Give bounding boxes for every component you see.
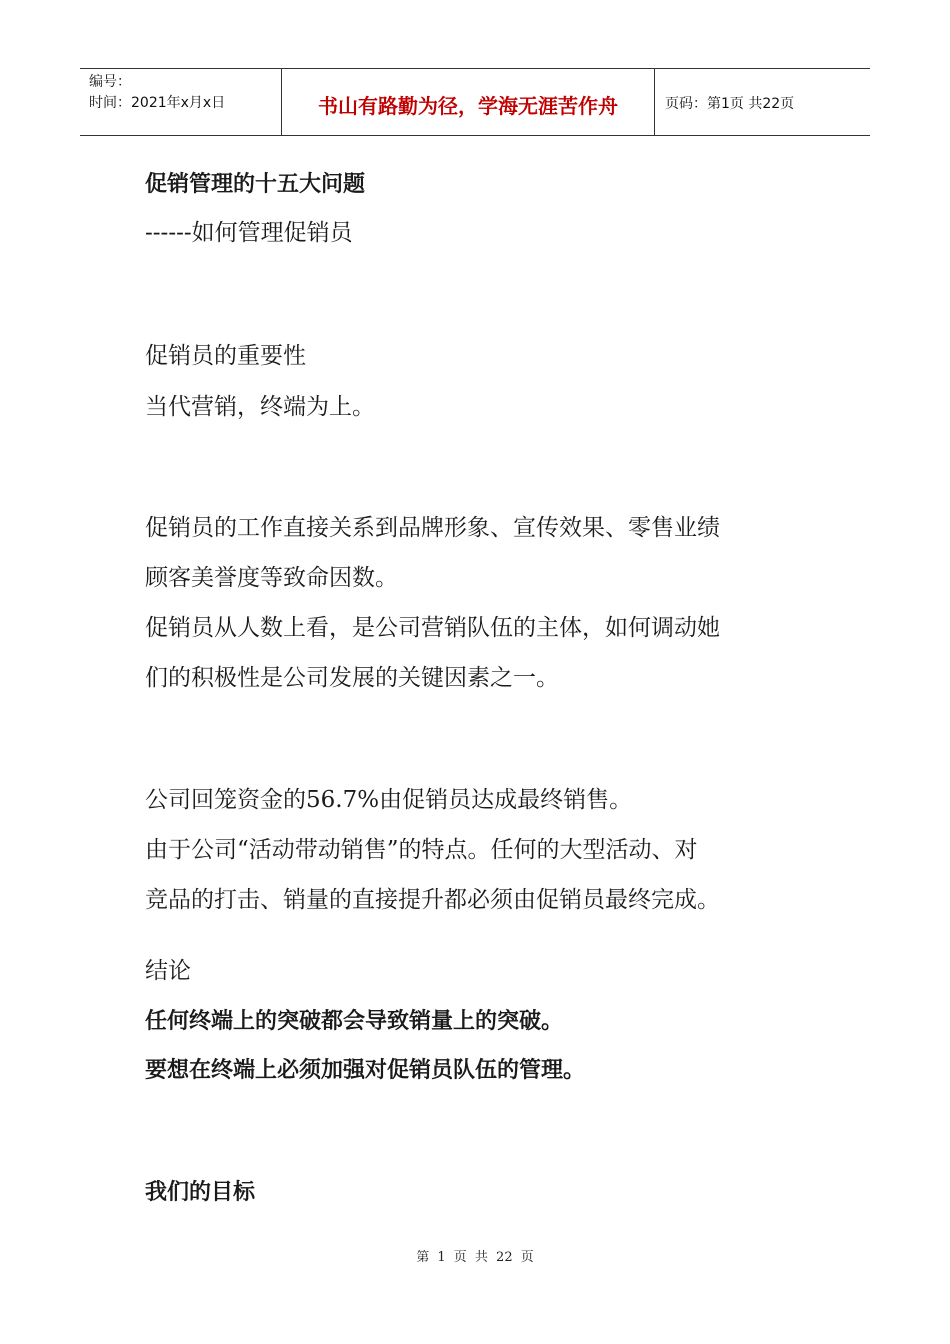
document-time-label: 时间：2021年x月x日 [89,95,226,111]
paragraph-line: 当代营销，终端为上。 [145,394,375,420]
section-heading: 我们的目标 [145,1180,256,1205]
header-page-cell [655,69,870,135]
page-footer: 第 1 页 共 22 页 [416,1250,534,1265]
conclusion-statement-1: 任何终端上的突破都会导致销量上的突破。 [145,1009,564,1034]
paragraph-line: 竞品的打击、销量的直接提升都必须由促销员最终完成。 [145,887,720,913]
paragraph-line: 顾客美誉度等致命因数。 [145,565,398,591]
paragraph-line: 公司回笼资金的56.7%由促销员达成最终销售。 [145,787,633,813]
paragraph-line: 促销员从人数上看，是公司营销队伍的主体，如何调动她 [145,615,720,641]
document-number-label: 编号： [89,74,131,90]
header-motto: 书山有路勤为径，学海无涯苦作舟 [318,93,618,118]
header-meta-cell [80,69,282,135]
conclusion-heading: 结论 [145,958,191,984]
paragraph-line: 促销员的工作直接关系到品牌形象、宣传效果、零售业绩 [145,515,720,541]
paragraph-line: 促销员的重要性 [145,343,306,369]
document-title: 促销管理的十五大问题 [145,172,366,197]
header-motto-cell [282,69,655,135]
document-subtitle: ------如何管理促销员 [145,220,353,246]
conclusion-statement-2: 要想在终端上必须加强对促销员队伍的管理。 [145,1058,586,1083]
header-table [80,68,870,136]
paragraph-line: 们的积极性是公司发展的关键因素之一。 [145,665,559,691]
paragraph-line: 由于公司“活动带动销售”的特点。任何的大型活动、对 [145,837,698,863]
header-page-info: 页码：第1页 共22页 [665,96,795,112]
